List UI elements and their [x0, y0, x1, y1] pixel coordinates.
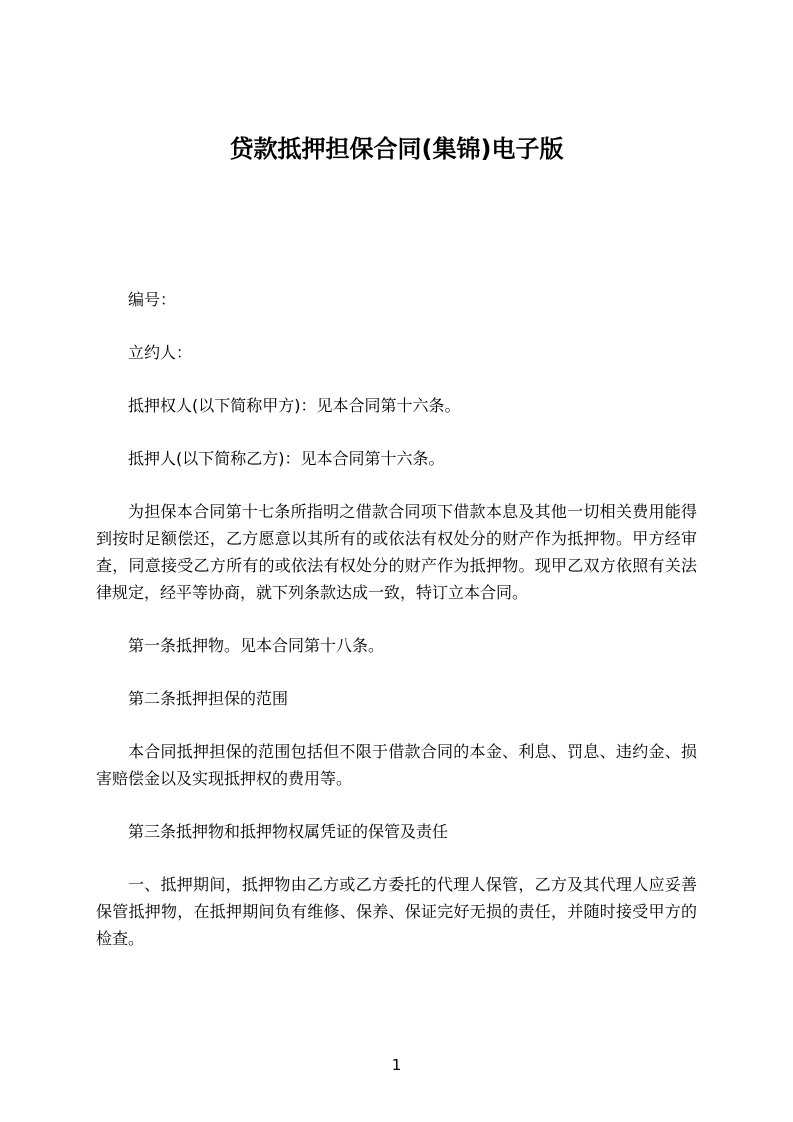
para-article-2-heading: 第二条抵押担保的范围: [128, 689, 289, 708]
para-mortgagee-party-a: 抵押权人(以下简称甲方)：见本合同第十六条。: [128, 396, 461, 415]
para-contracting-party: 立约人：: [128, 343, 193, 362]
para-article-1: 第一条抵押物。见本合同第十八条。: [128, 636, 385, 655]
document-title: 贷款抵押担保合同(集锦)电子版: [229, 135, 564, 163]
para-article-2-body: 本合同抵押担保的范围包括但不限于借款合同的本金、利息、罚息、违约金、损害赔偿金以及实现抵押权的费用等。: [96, 742, 697, 788]
para-contract-number: 编号：: [128, 290, 177, 309]
page-number: 1: [391, 1056, 402, 1074]
para-mortgagor-party-b: 抵押人(以下简称乙方)：见本合同第十六条。: [128, 449, 445, 468]
para-article-3-heading: 第三条抵押物和抵押物权属凭证的保管及责任: [128, 822, 449, 841]
para-preamble: 为担保本合同第十七条所指明之借款合同项下借款本息及其他一切相关费用能得到按时足额偿还，乙方愿意以其所有的或依法有权处分的财产作为抵押物。甲方经审查，同意接受乙方所有的或依法有权处分的财产作为抵押物。现甲乙双方依照有关法律规定，经平等协商，就下列条款达成一致，特订立本合同。: [96, 502, 697, 602]
para-article-3-item-1: 一、抵押期间，抵押物由乙方或乙方委托的代理人保管，乙方及其代理人应妥善保管抵押物，在抵押期间负有维修、保养、保证完好无损的责任，并随时接受甲方的检查。: [96, 875, 697, 948]
